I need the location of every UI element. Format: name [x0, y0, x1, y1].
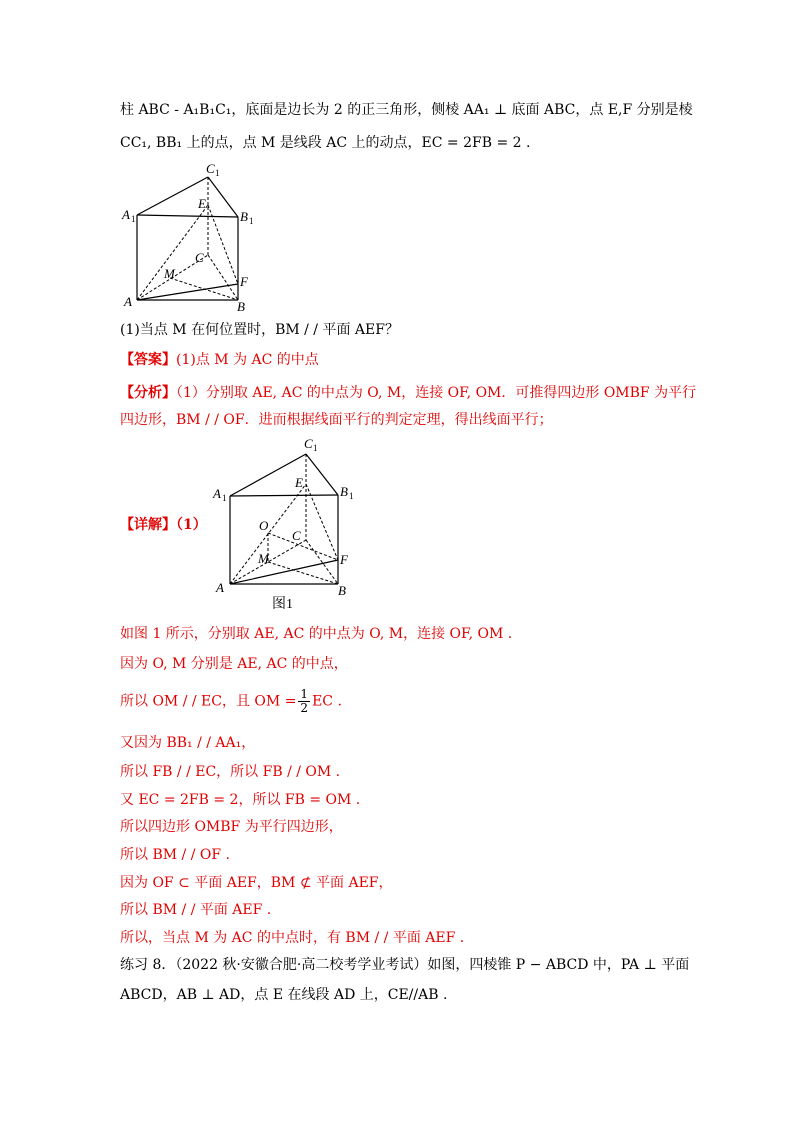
answer-tag: 【答案】 [120, 352, 176, 368]
label-o: O [259, 518, 269, 533]
label-m: M [258, 551, 269, 566]
solution-step-7: 所以四边形 OMBF 为平行四边形， [120, 819, 343, 835]
detail-tag: 【详解】（1） [120, 517, 207, 533]
question-1: (1)当点 M 在何位置时，BM / / 平面 AEF？ [120, 322, 399, 338]
problem-intro-line-1: 柱 ABC - A₁B₁C₁，底面是边长为 2 的正三角形，侧棱 AA₁ ⊥ 底面 ABC，点 E,F 分别是棱 [120, 102, 693, 118]
label-c1-sub: 1 [215, 168, 220, 178]
label-c1-sub: 1 [313, 443, 318, 453]
label-a: A [216, 580, 224, 595]
solution-step-1: 如图 1 所示，分别取 AE, AC 的中点为 O, M，连接 OF, OM . [120, 626, 513, 642]
analysis-line-2: 四边形，BM / / OF．进而根据线面平行的判定定理，得出线面平行； [120, 412, 553, 428]
solution-step-2: 因为 O, M 分别是 AE, AC 的中点， [120, 656, 348, 672]
solution-step-3-post: EC . [312, 693, 342, 710]
label-a1-sub: 1 [131, 214, 136, 224]
label-e: E [198, 196, 206, 211]
label-f: F [240, 274, 248, 289]
solution-step-3-pre: 所以 OM / / EC，且 OM = [120, 693, 297, 710]
label-b: B [338, 583, 346, 598]
label-c: C [292, 528, 301, 543]
exercise-8-line-1: 练习 8．（2022 秋·安徽合肥·高二校考学业考试）如图，四棱锥 P − ABCD 中，PA ⊥ 平面 [120, 957, 690, 973]
label-m: M [164, 266, 175, 281]
solution-step-4: 又因为 BB₁ / / AA₁， [120, 735, 256, 751]
label-a1: A [213, 486, 221, 501]
prism-figure-2 [208, 432, 368, 612]
label-c1: C [206, 161, 215, 176]
solution-step-8: 所以 BM / / OF . [120, 847, 230, 863]
solution-step-6: 又 EC = 2FB = 2，所以 FB = OM . [120, 792, 361, 808]
analysis-tag: 【分析】 [120, 385, 176, 401]
fraction-denominator: 2 [300, 701, 309, 715]
label-a: A [124, 294, 132, 309]
exercise-8-line-2: ABCD，AB ⊥ AD，点 E 在线段 AD 上，CE//AB . [120, 987, 448, 1003]
solution-conclusion: 所以，当点 M 为 AC 的中点时，有 BM / / 平面 AEF . [120, 930, 465, 946]
solution-step-10: 所以 BM / / 平面 AEF . [120, 902, 272, 918]
answer-text: (1)点 M 为 AC 的中点 [176, 352, 319, 368]
figure-caption: 图1 [272, 597, 293, 612]
label-c: C [195, 250, 204, 265]
label-f: F [340, 552, 348, 567]
problem-intro-line-2: CC₁, BB₁ 上的点，点 M 是线段 AC 上的动点，EC = 2FB = 2 . [120, 135, 531, 151]
analysis-text-1: （1）分别取 AE, AC 的中点为 O, M，连接 OF, OM．可推得四边形 OMBF 为平行 [176, 385, 697, 401]
analysis-line-1 [120, 383, 696, 403]
label-a1: A [122, 207, 130, 222]
label-b1: B [240, 209, 248, 224]
label-b1-sub: 1 [349, 491, 354, 501]
label-b1-sub: 1 [249, 216, 254, 226]
solution-step-5: 所以 FB / / EC，所以 FB / / OM . [120, 764, 341, 780]
solution-step-9: 因为 OF ⊂ 平面 AEF，BM ⊄ 平面 AEF， [120, 875, 393, 891]
label-b: B [237, 299, 245, 313]
fraction-numerator: 1 [300, 687, 309, 701]
label-c1: C [304, 436, 313, 451]
fraction-one-half [298, 688, 310, 715]
label-b1: B [340, 484, 348, 499]
prism-figure-1 [110, 158, 270, 313]
label-e: E [295, 475, 303, 490]
solution-step-3 [120, 688, 342, 715]
label-a1-sub: 1 [222, 493, 227, 503]
answer-line [120, 350, 319, 370]
